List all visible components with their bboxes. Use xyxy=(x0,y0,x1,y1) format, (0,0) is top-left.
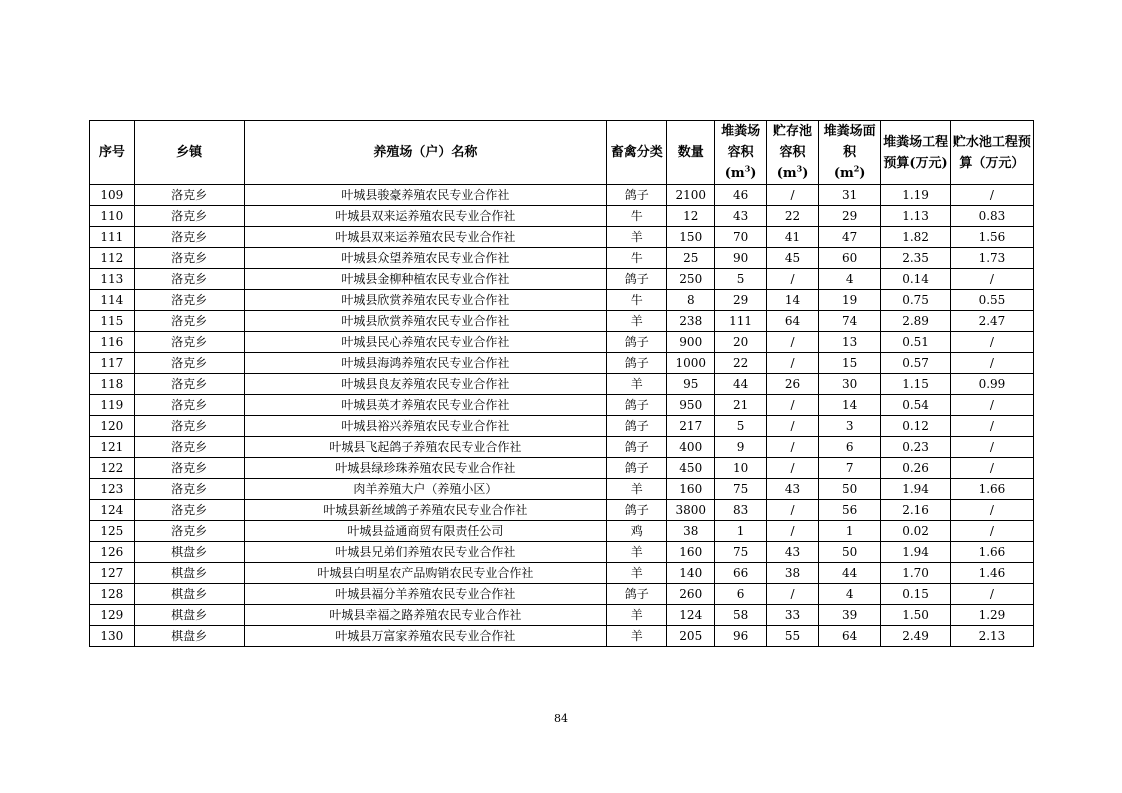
header-tank-volume: 贮存池容积 $(m^3)$ xyxy=(767,121,819,185)
cell-manure-volume: 6 xyxy=(715,584,767,605)
cell-name: 叶城县双来运养殖农民专业合作社 xyxy=(244,206,606,227)
cell-livestock: 牛 xyxy=(607,290,667,311)
table-row xyxy=(90,311,1034,332)
cell-tank-volume: / xyxy=(767,416,819,437)
cell-tank-volume: 43 xyxy=(767,542,819,563)
cell-tank-volume: 22 xyxy=(767,206,819,227)
cell-name: 叶城县骏豪养殖农民专业合作社 xyxy=(244,185,606,206)
cell-manure-volume: 75 xyxy=(715,542,767,563)
cell-tank-volume: 43 xyxy=(767,479,819,500)
table-row xyxy=(90,605,1034,626)
table-row xyxy=(90,248,1034,269)
cell-livestock: 羊 xyxy=(607,311,667,332)
cell-seq: 127 xyxy=(90,563,135,584)
table-row xyxy=(90,458,1034,479)
cell-tank-budget: 0.83 xyxy=(950,206,1033,227)
table-row xyxy=(90,353,1034,374)
cell-name: 叶城县新丝域鸽子养殖农民专业合作社 xyxy=(244,500,606,521)
table-row xyxy=(90,479,1034,500)
cell-name: 叶城县良友养殖农民专业合作社 xyxy=(244,374,606,395)
cell-name: 叶城县福分羊养殖农民专业合作社 xyxy=(244,584,606,605)
cell-manure-budget: 2.16 xyxy=(881,500,951,521)
cell-town: 洛克乡 xyxy=(134,458,244,479)
cell-livestock: 鸽子 xyxy=(607,437,667,458)
cell-count: 238 xyxy=(667,311,715,332)
cell-seq: 130 xyxy=(90,626,135,647)
cell-name: 叶城县幸福之路养殖农民专业合作社 xyxy=(244,605,606,626)
cell-tank-volume: / xyxy=(767,185,819,206)
table-row xyxy=(90,542,1034,563)
cell-town: 洛克乡 xyxy=(134,332,244,353)
cell-manure-volume: 70 xyxy=(715,227,767,248)
cell-tank-budget: 1.56 xyxy=(950,227,1033,248)
cell-tank-volume: 26 xyxy=(767,374,819,395)
cell-tank-budget: / xyxy=(950,437,1033,458)
cell-town: 洛克乡 xyxy=(134,248,244,269)
cell-livestock: 鸽子 xyxy=(607,353,667,374)
cell-manure-volume: 29 xyxy=(715,290,767,311)
cell-count: 950 xyxy=(667,395,715,416)
cell-manure-volume: 90 xyxy=(715,248,767,269)
cell-manure-volume: 20 xyxy=(715,332,767,353)
cell-manure-volume: 43 xyxy=(715,206,767,227)
cell-town: 棋盘乡 xyxy=(134,563,244,584)
table-row xyxy=(90,374,1034,395)
cell-tank-budget: 1.66 xyxy=(950,542,1033,563)
cell-manure-area: 14 xyxy=(818,395,880,416)
cell-manure-area: 60 xyxy=(818,248,880,269)
cell-manure-area: 3 xyxy=(818,416,880,437)
cell-livestock: 羊 xyxy=(607,563,667,584)
cell-manure-budget: 1.82 xyxy=(881,227,951,248)
table-row xyxy=(90,206,1034,227)
cell-tank-budget: / xyxy=(950,521,1033,542)
cell-tank-budget: 1.66 xyxy=(950,479,1033,500)
cell-tank-volume: / xyxy=(767,395,819,416)
cell-tank-budget: / xyxy=(950,416,1033,437)
header-manure-area: 堆粪场面积 $(m^2)$ xyxy=(818,121,880,185)
cell-manure-volume: 75 xyxy=(715,479,767,500)
cell-seq: 116 xyxy=(90,332,135,353)
cell-town: 洛克乡 xyxy=(134,395,244,416)
cell-livestock: 羊 xyxy=(607,542,667,563)
table-row xyxy=(90,269,1034,290)
cell-town: 棋盘乡 xyxy=(134,626,244,647)
cell-livestock: 鸽子 xyxy=(607,395,667,416)
cell-livestock: 鸽子 xyxy=(607,458,667,479)
cell-manure-area: 29 xyxy=(818,206,880,227)
cell-count: 400 xyxy=(667,437,715,458)
cell-tank-volume: / xyxy=(767,353,819,374)
cell-town: 洛克乡 xyxy=(134,290,244,311)
cell-manure-volume: 10 xyxy=(715,458,767,479)
cell-livestock: 牛 xyxy=(607,248,667,269)
cell-manure-area: 56 xyxy=(818,500,880,521)
cell-town: 洛克乡 xyxy=(134,269,244,290)
cell-name: 叶城县民心养殖农民专业合作社 xyxy=(244,332,606,353)
cell-count: 150 xyxy=(667,227,715,248)
cell-seq: 117 xyxy=(90,353,135,374)
cell-manure-volume: 44 xyxy=(715,374,767,395)
cell-manure-budget: 0.57 xyxy=(881,353,951,374)
table-row xyxy=(90,185,1034,206)
cell-manure-budget: 0.75 xyxy=(881,290,951,311)
farm-table xyxy=(89,120,1034,647)
cell-manure-area: 30 xyxy=(818,374,880,395)
cell-name: 叶城县益通商贸有限责任公司 xyxy=(244,521,606,542)
cell-livestock: 鸽子 xyxy=(607,500,667,521)
cell-manure-volume: 111 xyxy=(715,311,767,332)
cell-livestock: 羊 xyxy=(607,626,667,647)
cell-tank-budget: 2.47 xyxy=(950,311,1033,332)
cell-count: 12 xyxy=(667,206,715,227)
cell-tank-volume: 41 xyxy=(767,227,819,248)
cell-livestock: 鸡 xyxy=(607,521,667,542)
cell-livestock: 鸽子 xyxy=(607,584,667,605)
cell-seq: 128 xyxy=(90,584,135,605)
cell-livestock: 鸽子 xyxy=(607,185,667,206)
cell-manure-area: 64 xyxy=(818,626,880,647)
cell-count: 1000 xyxy=(667,353,715,374)
table-body xyxy=(90,185,1034,647)
cell-tank-volume: / xyxy=(767,458,819,479)
cell-manure-area: 15 xyxy=(818,353,880,374)
table-row xyxy=(90,626,1034,647)
cell-tank-volume: 45 xyxy=(767,248,819,269)
header-manure-volume: 堆粪场容积 $(m^3)$ xyxy=(715,121,767,185)
cell-town: 棋盘乡 xyxy=(134,605,244,626)
cell-seq: 120 xyxy=(90,416,135,437)
header-town: 乡镇 xyxy=(134,121,244,185)
cell-manure-volume: 21 xyxy=(715,395,767,416)
cell-town: 洛克乡 xyxy=(134,437,244,458)
cell-tank-budget: / xyxy=(950,332,1033,353)
cell-manure-budget: 1.13 xyxy=(881,206,951,227)
cell-manure-budget: 1.94 xyxy=(881,479,951,500)
cell-tank-budget: 1.29 xyxy=(950,605,1033,626)
cell-manure-area: 19 xyxy=(818,290,880,311)
cell-seq: 119 xyxy=(90,395,135,416)
cell-manure-area: 50 xyxy=(818,542,880,563)
cell-name: 叶城县英才养殖农民专业合作社 xyxy=(244,395,606,416)
cell-town: 洛克乡 xyxy=(134,500,244,521)
page-number: 84 xyxy=(554,712,568,725)
header-count: 数量 xyxy=(667,121,715,185)
cell-manure-area: 31 xyxy=(818,185,880,206)
cell-livestock: 鸽子 xyxy=(607,269,667,290)
cell-tank-volume: 64 xyxy=(767,311,819,332)
cell-manure-budget: 0.23 xyxy=(881,437,951,458)
cell-town: 洛克乡 xyxy=(134,206,244,227)
cell-tank-volume: 55 xyxy=(767,626,819,647)
cell-manure-area: 4 xyxy=(818,584,880,605)
cell-tank-budget: 0.55 xyxy=(950,290,1033,311)
cell-count: 260 xyxy=(667,584,715,605)
cell-tank-budget: / xyxy=(950,458,1033,479)
cell-manure-budget: 0.51 xyxy=(881,332,951,353)
cell-tank-budget: 1.73 xyxy=(950,248,1033,269)
cell-tank-volume: / xyxy=(767,332,819,353)
cell-name: 肉羊养殖大户（养殖小区） xyxy=(244,479,606,500)
cell-seq: 118 xyxy=(90,374,135,395)
cell-manure-volume: 5 xyxy=(715,269,767,290)
cell-manure-budget: 2.89 xyxy=(881,311,951,332)
cell-manure-volume: 5 xyxy=(715,416,767,437)
table-row xyxy=(90,395,1034,416)
cell-count: 3800 xyxy=(667,500,715,521)
cell-count: 8 xyxy=(667,290,715,311)
cell-seq: 109 xyxy=(90,185,135,206)
cell-count: 2100 xyxy=(667,185,715,206)
cell-manure-area: 50 xyxy=(818,479,880,500)
cell-tank-budget: / xyxy=(950,185,1033,206)
cell-town: 棋盘乡 xyxy=(134,584,244,605)
cell-count: 250 xyxy=(667,269,715,290)
cell-count: 38 xyxy=(667,521,715,542)
cell-name: 叶城县白明星农产品购销农民专业合作社 xyxy=(244,563,606,584)
cell-seq: 112 xyxy=(90,248,135,269)
table-header-row xyxy=(90,121,1034,185)
cell-town: 洛克乡 xyxy=(134,521,244,542)
table-row xyxy=(90,563,1034,584)
cell-name: 叶城县绿珍珠养殖农民专业合作社 xyxy=(244,458,606,479)
cell-town: 洛克乡 xyxy=(134,479,244,500)
cell-seq: 123 xyxy=(90,479,135,500)
cell-town: 棋盘乡 xyxy=(134,542,244,563)
cell-count: 217 xyxy=(667,416,715,437)
cell-town: 洛克乡 xyxy=(134,353,244,374)
cell-tank-budget: 2.13 xyxy=(950,626,1033,647)
cell-manure-area: 47 xyxy=(818,227,880,248)
cell-manure-budget: 0.12 xyxy=(881,416,951,437)
cell-manure-volume: 83 xyxy=(715,500,767,521)
cell-manure-budget: 1.94 xyxy=(881,542,951,563)
header-tank-budget: 贮水池工程预算（万元） xyxy=(950,121,1033,185)
cell-count: 140 xyxy=(667,563,715,584)
cell-manure-area: 7 xyxy=(818,458,880,479)
cell-tank-budget: / xyxy=(950,353,1033,374)
table-row xyxy=(90,332,1034,353)
cell-count: 160 xyxy=(667,542,715,563)
cell-manure-budget: 0.02 xyxy=(881,521,951,542)
cell-manure-area: 39 xyxy=(818,605,880,626)
cell-tank-volume: / xyxy=(767,269,819,290)
cell-livestock: 羊 xyxy=(607,227,667,248)
cell-manure-volume: 1 xyxy=(715,521,767,542)
cell-manure-area: 44 xyxy=(818,563,880,584)
cell-manure-budget: 2.49 xyxy=(881,626,951,647)
cell-tank-budget: / xyxy=(950,500,1033,521)
cell-manure-budget: 2.35 xyxy=(881,248,951,269)
header-name: 养殖场（户）名称 xyxy=(244,121,606,185)
cell-town: 洛克乡 xyxy=(134,416,244,437)
cell-tank-volume: / xyxy=(767,437,819,458)
cell-seq: 122 xyxy=(90,458,135,479)
cell-tank-volume: 14 xyxy=(767,290,819,311)
table-row xyxy=(90,584,1034,605)
cell-tank-budget: 0.99 xyxy=(950,374,1033,395)
cell-name: 叶城县兄弟们养殖农民专业合作社 xyxy=(244,542,606,563)
cell-manure-budget: 0.15 xyxy=(881,584,951,605)
table-row xyxy=(90,290,1034,311)
cell-manure-budget: 0.26 xyxy=(881,458,951,479)
cell-manure-volume: 46 xyxy=(715,185,767,206)
header-livestock: 畜禽分类 xyxy=(607,121,667,185)
cell-count: 124 xyxy=(667,605,715,626)
cell-manure-volume: 22 xyxy=(715,353,767,374)
table-row xyxy=(90,437,1034,458)
cell-tank-volume: 33 xyxy=(767,605,819,626)
cell-livestock: 鸽子 xyxy=(607,332,667,353)
cell-name: 叶城县万富家养殖农民专业合作社 xyxy=(244,626,606,647)
cell-town: 洛克乡 xyxy=(134,185,244,206)
cell-count: 450 xyxy=(667,458,715,479)
cell-livestock: 鸽子 xyxy=(607,416,667,437)
cell-manure-budget: 1.70 xyxy=(881,563,951,584)
cell-count: 160 xyxy=(667,479,715,500)
table-row xyxy=(90,521,1034,542)
cell-seq: 110 xyxy=(90,206,135,227)
header-manure-budget: 堆粪场工程预算(万元) xyxy=(881,121,951,185)
cell-seq: 129 xyxy=(90,605,135,626)
cell-manure-area: 1 xyxy=(818,521,880,542)
cell-name: 叶城县欣赏养殖农民专业合作社 xyxy=(244,290,606,311)
table-row xyxy=(90,416,1034,437)
cell-name: 叶城县众望养殖农民专业合作社 xyxy=(244,248,606,269)
cell-manure-volume: 58 xyxy=(715,605,767,626)
cell-name: 叶城县裕兴养殖农民专业合作社 xyxy=(244,416,606,437)
cell-tank-volume: / xyxy=(767,521,819,542)
cell-tank-budget: / xyxy=(950,269,1033,290)
cell-town: 洛克乡 xyxy=(134,311,244,332)
header-seq: 序号 xyxy=(90,121,135,185)
table-row xyxy=(90,227,1034,248)
cell-tank-budget: 1.46 xyxy=(950,563,1033,584)
cell-manure-volume: 66 xyxy=(715,563,767,584)
cell-manure-budget: 0.14 xyxy=(881,269,951,290)
cell-seq: 124 xyxy=(90,500,135,521)
cell-name: 叶城县海鸿养殖农民专业合作社 xyxy=(244,353,606,374)
cell-name: 叶城县金柳种植农民专业合作社 xyxy=(244,269,606,290)
cell-tank-volume: / xyxy=(767,500,819,521)
cell-name: 叶城县欣赏养殖农民专业合作社 xyxy=(244,311,606,332)
cell-manure-budget: 1.19 xyxy=(881,185,951,206)
cell-count: 205 xyxy=(667,626,715,647)
cell-livestock: 羊 xyxy=(607,479,667,500)
cell-count: 25 xyxy=(667,248,715,269)
cell-seq: 113 xyxy=(90,269,135,290)
cell-livestock: 羊 xyxy=(607,605,667,626)
cell-seq: 114 xyxy=(90,290,135,311)
cell-manure-budget: 1.50 xyxy=(881,605,951,626)
cell-livestock: 牛 xyxy=(607,206,667,227)
cell-seq: 121 xyxy=(90,437,135,458)
cell-seq: 125 xyxy=(90,521,135,542)
cell-manure-budget: 1.15 xyxy=(881,374,951,395)
cell-manure-volume: 96 xyxy=(715,626,767,647)
cell-tank-budget: / xyxy=(950,395,1033,416)
cell-seq: 126 xyxy=(90,542,135,563)
cell-manure-volume: 9 xyxy=(715,437,767,458)
table-row xyxy=(90,500,1034,521)
cell-manure-area: 6 xyxy=(818,437,880,458)
cell-tank-budget: / xyxy=(950,584,1033,605)
cell-seq: 115 xyxy=(90,311,135,332)
cell-manure-area: 4 xyxy=(818,269,880,290)
cell-name: 叶城县双来运养殖农民专业合作社 xyxy=(244,227,606,248)
cell-count: 95 xyxy=(667,374,715,395)
cell-livestock: 羊 xyxy=(607,374,667,395)
cell-tank-volume: 38 xyxy=(767,563,819,584)
cell-town: 洛克乡 xyxy=(134,227,244,248)
cell-tank-volume: / xyxy=(767,584,819,605)
cell-count: 900 xyxy=(667,332,715,353)
cell-name: 叶城县飞起鸽子养殖农民专业合作社 xyxy=(244,437,606,458)
cell-manure-budget: 0.54 xyxy=(881,395,951,416)
cell-seq: 111 xyxy=(90,227,135,248)
cell-manure-area: 13 xyxy=(818,332,880,353)
cell-manure-area: 74 xyxy=(818,311,880,332)
cell-town: 洛克乡 xyxy=(134,374,244,395)
